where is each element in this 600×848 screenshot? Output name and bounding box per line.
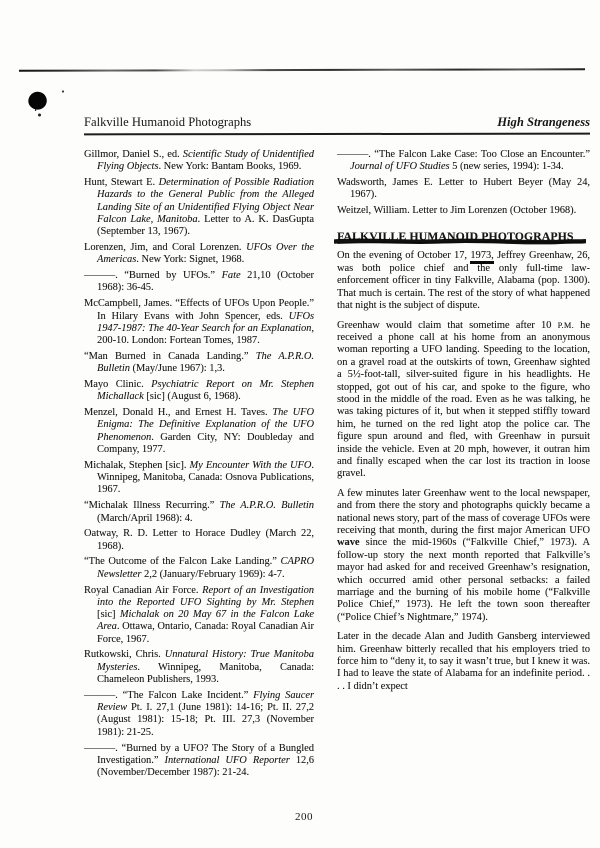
- text-segment: The UFO Enigma: The Definitive Explanation of the UFO Phenomenon: [97, 407, 314, 443]
- text-segment: Unnatural History: True Manitoba Mysteries: [97, 649, 314, 673]
- header-rule: [84, 133, 590, 135]
- text-segment: Michalak, Stephen [sic].: [84, 459, 190, 471]
- text-segment: Menzel, Donald H., and Ernest H. Taves.: [84, 407, 273, 419]
- text-segment: Lorenzen, Jim, and Coral Lorenzen.: [84, 242, 247, 254]
- text-segment: 21,10 (October 1968): 36-45.: [97, 270, 314, 294]
- bibliography-entry: [337, 205, 590, 217]
- text-segment: The A.P.R.O. Bulletin: [219, 500, 314, 512]
- text-segment: Michalak on 20 May 67 in the Falcon Lake Area: [97, 609, 314, 633]
- text-segment: Royal Canadian Air Force.: [84, 584, 203, 596]
- text-segment: ———. “Burned by UFOs.”: [84, 270, 222, 282]
- bibliography-entry: [84, 407, 314, 456]
- text-segment: McCampbell, James. “Effects of UFOs Upon People.” In Hilary Evans with John Spencer, eds.: [84, 298, 314, 322]
- bibliography-entry: [84, 177, 314, 238]
- text-segment: Flying Saucer Review: [97, 689, 314, 714]
- running-header: [84, 115, 590, 130]
- text-segment: On the evening of October 17,: [337, 250, 471, 262]
- text-segment: . Garden City, NY: Doubleday and Company, 1977.: [97, 431, 314, 456]
- bibliography-entry: [84, 743, 314, 780]
- text-segment: Jeffrey Greenhaw, 26, was both police chief and the only full-time law-enforcement officer in tiny Falkville, Alabama (pop. 1300). That much is certain. The rest of the story of what happened that night is the subject of dispute.: [337, 250, 590, 312]
- bibliography-entry: [84, 528, 314, 553]
- text-segment: [sic] (August 6, 1968).: [143, 391, 241, 403]
- bibliography-entry: [337, 149, 590, 174]
- text-segment: CAPRO Newsletter: [97, 556, 314, 580]
- section-heading-text: FALKVILLE HUMANOID PHOTOGRAPHS: [337, 230, 574, 244]
- text-segment: A few minutes later Greenhaw went to the local newspaper, and from there the story and photographs quickly became a national news story, part of the mass of coverage UFOs were receiving that month, during the first major American UFO: [337, 487, 590, 537]
- bibliography-entry: [84, 149, 314, 174]
- text-segment: Journal of UFO Studies: [350, 161, 450, 173]
- bibliography-entry: [84, 242, 314, 267]
- hand-underlined-text: 1973,: [470, 250, 493, 264]
- bibliography-entry: [84, 649, 314, 686]
- article-body: [337, 250, 590, 693]
- text-segment: . Winnipeg, Manitoba, Canada: Osnova Publications, 1967.: [97, 459, 314, 496]
- text-segment: Scientific Study of Unidentified Flying Objects: [97, 149, 314, 173]
- text-segment: he received a phone call at his home from an anonymous woman reporting a UFO landing. Speeding to the location, on a gravel road at the outskirts of town, Greenhaw sighted a 5½-foot-tall, silver-suited figure in his headlights. He stopped, got out of his car, and spoke to the figure, who stood in the middle of the road. Even as he was talking, he was taking pictures of it, but when it stepped stiffly toward him, he turned on the red light atop the police car. The figure spun around and fled, with Greenhaw in pursuit inside the vehicle. Even at 20 mph, however, it outran him and finally escaped when the car lost its traction in loose gravel.: [337, 319, 590, 480]
- text-segment: P.M.: [557, 320, 574, 330]
- text-segment: Report of an Investigation into the Reported UFO Sighting by Mr. Stephen: [97, 584, 314, 608]
- page-number: 200: [295, 811, 313, 823]
- text-segment: 2,2 (January/February 1969): 4-7.: [141, 568, 285, 580]
- text-segment: wave: [337, 537, 360, 549]
- text-segment: [sic]: [97, 609, 120, 621]
- bibliography-entry: [84, 690, 314, 739]
- bibliography-column-right: [337, 149, 590, 217]
- bibliography-entry: [84, 270, 314, 295]
- text-segment: Pt. I. 27,1 (June 1981): 14-16; Pt. II. 27,2 (August 1981): 15-18; Pt. III. 27,3 (November 1981): 21-25.: [97, 702, 314, 738]
- article-paragraph: [337, 320, 590, 481]
- text-segment: . Winnipeg, Manitoba, Canada: Chameleon Publishers, 1993.: [97, 661, 314, 686]
- bibliography-entry: [84, 351, 314, 376]
- text-segment: “Michalak Illness Recurring.”: [84, 500, 220, 512]
- bibliography-entry: [84, 379, 314, 404]
- article-paragraph: [337, 488, 590, 624]
- text-segment: 5 (new series, 1994): 1-34.: [449, 161, 564, 173]
- text-segment: , 200-10. London: Fortean Tomes, 1987.: [97, 322, 314, 347]
- text-segment: Mayo Clinic.: [84, 379, 152, 391]
- bibliography-entry: [84, 500, 314, 525]
- text-segment: Later in the decade Alan and Judith Gansberg interviewed him. Greenhaw bitterly recalled that his employers tried to force him to “deny it, to say it wasn’t true, but I knew it was. I had to leave the state of Alabama for an indefinite period. . . . I didn’t expect: [337, 631, 590, 692]
- text-segment: Psychiatric Report on Mr. Stephen Michallack: [97, 379, 315, 403]
- bibliography-entry: [84, 460, 314, 497]
- text-segment: Weitzel, William. Letter to Jim Lorenzen (October 1968).: [337, 205, 577, 217]
- text-segment: Oatway, R. D. Letter to Horace Dudley (March 22, 1968).: [84, 528, 314, 552]
- scan-page-edge-line: [19, 68, 585, 71]
- ink-blob-mark: [22, 88, 68, 120]
- text-segment: UFOs 1947-1987: The 40-Year Search for an Explanation: [97, 310, 314, 334]
- text-segment: Gillmor, Daniel S., ed.: [84, 149, 183, 160]
- text-segment: Rutkowski, Chris.: [84, 649, 165, 661]
- text-segment: Determination of Possible Radiation Hazards to the General Public from the Alleged Landing Site of an Unidentified Flying Object Near Falcon Lake, Manitoba: [97, 177, 314, 225]
- two-column-text-block: [84, 149, 590, 783]
- text-segment: . New York: Bantam Books, 1969.: [158, 161, 302, 173]
- text-segment: UFOs Over the Americas: [97, 242, 315, 266]
- text-segment: My Encounter With the UFO: [189, 459, 312, 471]
- text-segment: Hunt, Stewart E.: [84, 177, 159, 189]
- text-segment: Fate: [221, 270, 241, 282]
- text-segment: Greenhaw would claim that sometime after 10: [337, 319, 558, 331]
- bibliography-column-left: [84, 149, 314, 783]
- section-heading: [337, 230, 590, 243]
- text-segment: “The Outcome of the Falcon Lake Landing.”: [84, 556, 281, 568]
- bibliography-entry: [337, 177, 590, 202]
- running-title-left: Falkville Humanoid Photographs: [84, 115, 252, 129]
- text-segment: Wadsworth, James E. Letter to Hubert Beyer (May 24, 1967).: [337, 177, 590, 201]
- text-segment: ———. “The Falcon Lake Incident.”: [84, 689, 254, 701]
- text-segment: 12,6 (November/December 1987): 21-24.: [97, 754, 315, 779]
- text-segment: ———. “The Falcon Lake Case: Too Close an Encounter.”: [337, 149, 590, 160]
- text-segment: “Man Burned in Canada Landing.”: [84, 350, 256, 362]
- text-column-right: [337, 149, 590, 783]
- article-paragraph: [337, 631, 590, 693]
- text-segment: . Ottawa, Ontario, Canada: Royal Canadian Air Force, 1967.: [97, 621, 314, 645]
- text-segment: since the mid-1960s (“Falkville Chief,” 1973). A follow-up story the next month reported that Falkville’s mayor had asked for and received Greenhaw’s resignation, which occurred amid other personal setbacks: a failed marriage and the burning of his mobile home (“Falkville Police Chief,” 1973). He left the town soon thereafter (“Police Chief’s Nightmare,” 1974).: [337, 537, 590, 623]
- bibliography-entry: [84, 298, 314, 347]
- text-segment: . New York: Signet, 1968.: [136, 254, 245, 266]
- text-segment: . Letter to A. K. DasGupta (September 13, 1967).: [97, 213, 314, 238]
- text-segment: ———. “Burned by a UFO? The Story of a Bungled Investigation.”: [84, 742, 314, 766]
- text-segment: International UFO Reporter: [164, 754, 290, 766]
- bibliography-entry: [84, 556, 314, 581]
- running-title-right: High Strangeness: [497, 115, 590, 129]
- bibliography-entry: [84, 585, 314, 646]
- text-segment: (March/April 1968): 4.: [97, 512, 193, 524]
- text-segment: The A.P.R.O. Bulletin: [97, 350, 315, 375]
- text-segment: (May/June 1967): 1,3.: [129, 363, 225, 375]
- article-paragraph: [337, 250, 590, 312]
